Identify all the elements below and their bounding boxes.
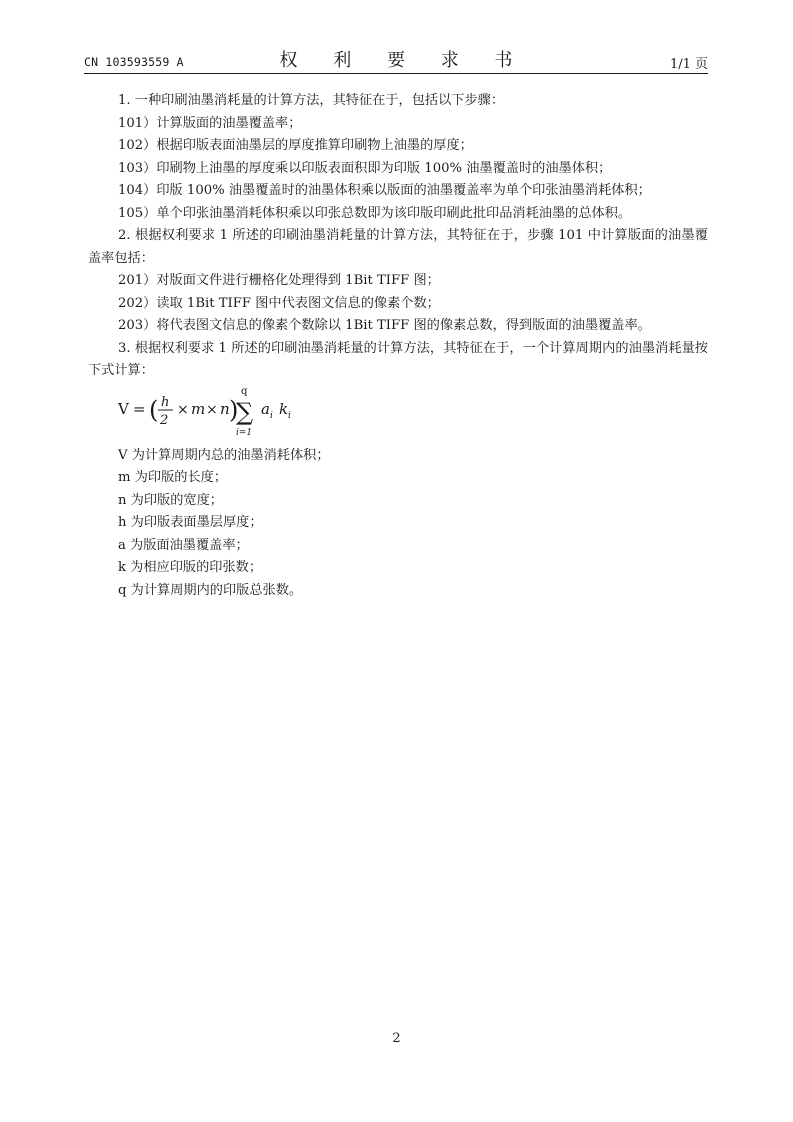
variable-k: k 为相应印版的印张数； xyxy=(118,560,263,575)
claim-1-step-101: 101）计算版面的油墨覆盖率； xyxy=(118,115,302,131)
variable-v: V 为计算周期内总的油墨消耗体积； xyxy=(118,447,330,463)
claim-2-intro: 2. 根据权利要求 1 所述的印刷油墨消耗量的计算方法，其特征在于，步骤 101 中计算版面的油墨覆盖率包括： xyxy=(88,228,708,266)
formula-lhs: V xyxy=(118,399,129,418)
formula-times-1: × xyxy=(177,401,189,418)
footer-page-number: 2 xyxy=(392,1031,401,1046)
formula-sum-lower: i=1 xyxy=(236,427,253,438)
formula-sub-k: i xyxy=(288,410,291,421)
formula-denominator: 2 xyxy=(160,412,169,428)
variable-a: a 为版面油墨覆盖率； xyxy=(118,537,249,553)
claim-1-step-104: 104）印版 100% 油墨覆盖时的油墨体积乘以版面的油墨覆盖率为单个印张油墨消耗体积； xyxy=(118,183,651,198)
formula-n: n xyxy=(220,399,230,418)
claim-2-step-201: 201）对版面文件进行栅格化处理得到 1Bit TIFF 图； xyxy=(118,273,440,288)
formula-left-paren: ( xyxy=(149,395,159,424)
formula-m: m xyxy=(191,399,206,418)
publication-number: CN 103593559 A xyxy=(84,55,184,69)
formula-term-a: a xyxy=(261,399,270,418)
formula-sum-upper: q xyxy=(241,385,248,397)
claim-1-step-105: 105）单个印张油墨消耗体积乘以印张总数即为该印版印刷此批印品消耗油墨的总体积。 xyxy=(118,205,632,221)
formula-times-2: × xyxy=(206,401,218,418)
variable-q: q 为计算周期内的印版总张数。 xyxy=(118,582,303,598)
claim-2-step-202: 202）读取 1Bit TIFF 图中代表图文信息的像素个数； xyxy=(118,295,440,311)
claims-body xyxy=(88,90,708,602)
claim-1-step-102: 102）根据印版表面油墨层的厚度推算印刷物上油墨的厚度； xyxy=(118,138,473,153)
ink-volume-formula xyxy=(88,383,708,439)
claim-2-step-203: 203）将代表图文信息的像素个数除以 1Bit TIFF 图的像素总数，得到版面的油墨覆盖率。 xyxy=(118,318,651,333)
page-indicator: 1/1 页 xyxy=(669,57,708,72)
variable-m: m 为印版的长度； xyxy=(118,470,228,485)
document-title: 权 利 要 求 书 xyxy=(279,50,528,71)
page-header xyxy=(84,46,708,74)
formula-sum-symbol: ∑ xyxy=(236,397,254,426)
header-divider xyxy=(84,73,708,74)
claim-1-step-103: 103）印刷物上油墨的厚度乘以印版表面积即为印版 100% 油墨覆盖时的油墨体积； xyxy=(118,160,612,176)
claim-1-intro: 1. 一种印刷油墨消耗量的计算方法，其特征在于，包括以下步骤： xyxy=(118,93,505,108)
formula-sub-a: i xyxy=(270,410,273,421)
formula-right-paren: ) xyxy=(229,395,239,424)
formula-numerator: h xyxy=(161,394,170,410)
formula-equals: = xyxy=(133,399,146,418)
claim-3-intro: 3. 根据权利要求 1 所述的印刷油墨消耗量的计算方法，其特征在于，一个计算周期内的油墨消耗量按下式计算： xyxy=(88,340,708,378)
variable-n: n 为印版的宽度； xyxy=(118,492,223,508)
variable-h: h 为印版表面墨层厚度； xyxy=(118,515,263,530)
formula-term-k: k xyxy=(279,399,289,418)
